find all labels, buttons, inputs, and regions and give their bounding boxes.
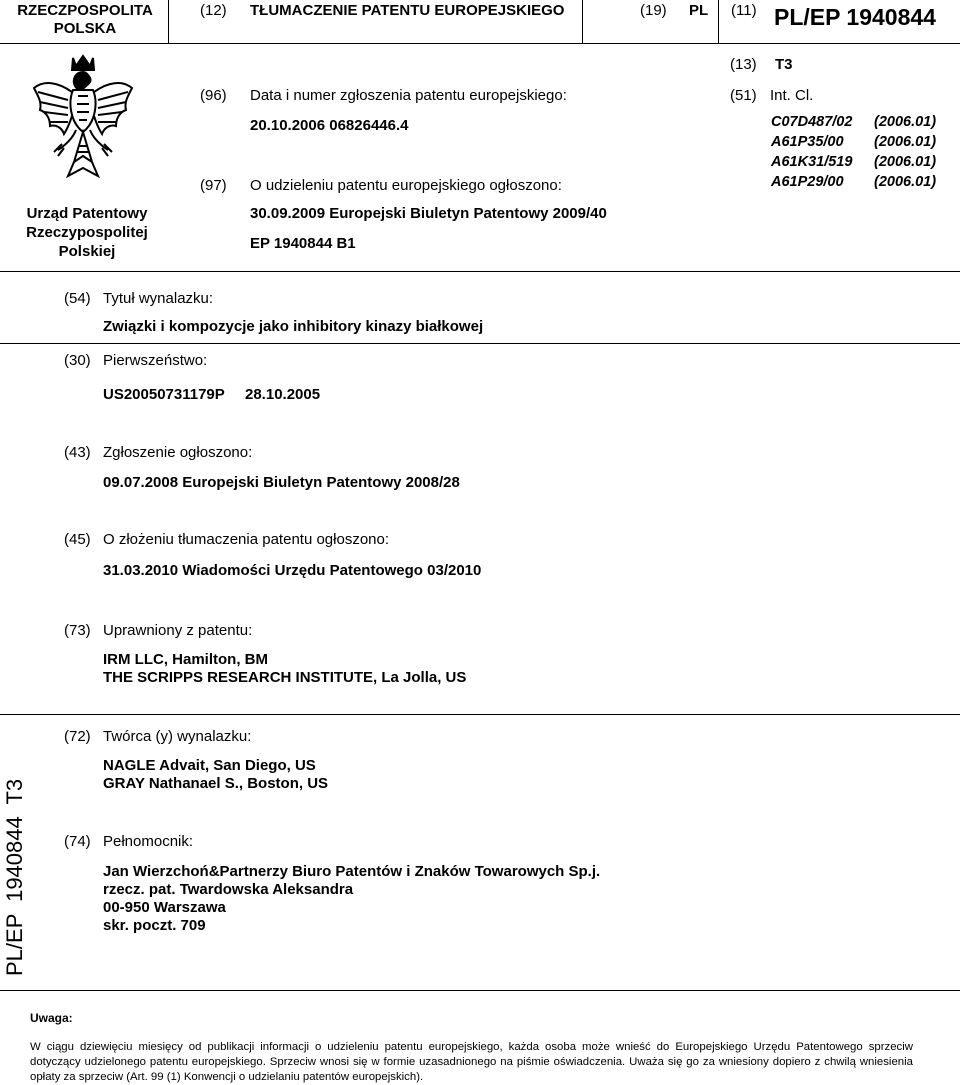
section-rule bbox=[0, 714, 960, 715]
translation-label: O złożeniu tłumaczenia patentu ogłoszono: bbox=[103, 531, 390, 548]
kind-code: T3 bbox=[775, 56, 793, 73]
application-label: Data i numer zgłoszenia patentu europejskiego: bbox=[250, 87, 567, 104]
inventors-list bbox=[103, 757, 328, 793]
section-rule bbox=[0, 343, 960, 344]
document-type: TŁUMACZENIE PATENTU EUROPEJSKIEGO bbox=[250, 2, 565, 19]
classification-symbol: A61P35/00 bbox=[771, 134, 844, 150]
header-divider bbox=[168, 0, 169, 43]
inid-72: (72) bbox=[64, 728, 91, 745]
inid-11: (11) bbox=[731, 2, 757, 19]
classification-symbol: C07D487/02 bbox=[771, 114, 853, 130]
note-text: W ciągu dziewięciu miesięcy od publikacji informacji o udzieleniu patentu europejskiego, każda osoba może wnieść do Europejskiego Urzędu Patentowego sprzeciw dotyczący udzielonego patentu europejskiego. Sprzeciw wnosi się w formie uzasadnionego na piśmie oświadczenia. Uważa się go za wniesiony dopiero z chwilą wniesienia opłaty za sprzeciw (Art. 99 (1) Konwencji o udzielaniu patentów europejskich). bbox=[30, 1041, 913, 1083]
inid-51: (51) bbox=[730, 87, 757, 104]
classification-version: (2006.01) bbox=[874, 154, 937, 170]
inid-97: (97) bbox=[200, 177, 227, 194]
grant-label: O udzieleniu patentu europejskiego ogłoszono: bbox=[250, 177, 562, 194]
patent-office-name bbox=[6, 204, 168, 261]
proprietor-label: Uprawniony z patentu: bbox=[103, 622, 253, 639]
priority-date: 28.10.2005 bbox=[245, 386, 321, 403]
proprietor-entry: THE SCRIPPS RESEARCH INSTITUTE, La Jolla, US bbox=[103, 669, 467, 686]
inid-19: (19) bbox=[640, 2, 667, 19]
office-name-line: Rzeczypospolitej bbox=[26, 224, 148, 241]
publication-number: PL/EP 1940844 bbox=[774, 4, 936, 30]
attorney-details bbox=[103, 863, 600, 935]
application-value: 20.10.2006 06826446.4 bbox=[250, 117, 409, 134]
classification-symbol: A61P29/00 bbox=[771, 174, 844, 190]
inventor-entry: NAGLE Advait, San Diego, US bbox=[103, 757, 316, 774]
int-cl-label: Int. Cl. bbox=[770, 87, 814, 104]
invention-title: Związki i kompozycje jako inhibitory kinazy białkowej bbox=[103, 318, 484, 335]
attorney-line: 00-950 Warszawa bbox=[103, 899, 226, 916]
inid-96: (96) bbox=[200, 87, 227, 104]
proprietor-list bbox=[103, 651, 466, 687]
attorney-label: Pełnomocnik: bbox=[103, 833, 194, 850]
inid-74: (74) bbox=[64, 833, 91, 850]
office-name-line: Urząd Patentowy bbox=[26, 205, 148, 222]
header-divider bbox=[718, 0, 719, 43]
title-label: Tytuł wynalazku: bbox=[103, 290, 214, 307]
inid-13: (13) bbox=[730, 56, 757, 73]
inid-73: (73) bbox=[64, 622, 91, 639]
note-title: Uwaga: bbox=[30, 1011, 73, 1025]
polish-eagle-emblem bbox=[28, 52, 138, 182]
side-label-text: PL/EP 1940844 T3 bbox=[2, 778, 27, 976]
country-code: PL bbox=[689, 2, 709, 19]
grant-bulletin: 30.09.2009 Europejski Biuletyn Patentowy 2009/40 bbox=[250, 205, 607, 222]
office-name-line: Polskiej bbox=[58, 243, 116, 260]
inventors-label: Twórca (y) wynalazku: bbox=[103, 728, 252, 745]
header-rule bbox=[0, 43, 960, 44]
classification-symbols bbox=[771, 112, 852, 192]
section-rule bbox=[0, 990, 960, 991]
published-value: 09.07.2008 Europejski Biuletyn Patentowy 2008/28 bbox=[103, 474, 460, 491]
inid-54: (54) bbox=[64, 290, 91, 307]
attorney-line: skr. poczt. 709 bbox=[103, 917, 206, 934]
classification-version: (2006.01) bbox=[874, 174, 937, 190]
header-divider bbox=[582, 0, 583, 43]
priority-number: US20050731179P bbox=[103, 386, 225, 403]
inid-30: (30) bbox=[64, 352, 91, 369]
classification-version: (2006.01) bbox=[874, 134, 937, 150]
priority-label: Pierwszeństwo: bbox=[103, 352, 208, 369]
attorney-line: Jan Wierzchoń&Partnerzy Biuro Patentów i Znaków Towarowych Sp.j. bbox=[103, 863, 601, 880]
inid-12: (12) bbox=[200, 2, 227, 19]
translation-value: 31.03.2010 Wiadomości Urzędu Patentowego 03/2010 bbox=[103, 562, 482, 579]
proprietor-entry: IRM LLC, Hamilton, BM bbox=[103, 651, 268, 668]
section-rule bbox=[0, 271, 960, 272]
inventor-entry: GRAY Nathanael S., Boston, US bbox=[103, 775, 329, 792]
published-label: Zgłoszenie ogłoszono: bbox=[103, 444, 253, 461]
inid-43: (43) bbox=[64, 444, 91, 461]
grant-ep-number: EP 1940844 B1 bbox=[250, 235, 356, 252]
attorney-line: rzecz. pat. Twardowska Aleksandra bbox=[103, 881, 354, 898]
country-name: RZECZPOSPOLITA POLSKA bbox=[17, 2, 153, 37]
classification-version: (2006.01) bbox=[874, 114, 937, 130]
classification-versions bbox=[874, 112, 936, 192]
classification-symbol: A61K31/519 bbox=[771, 154, 853, 170]
inid-45: (45) bbox=[64, 531, 91, 548]
